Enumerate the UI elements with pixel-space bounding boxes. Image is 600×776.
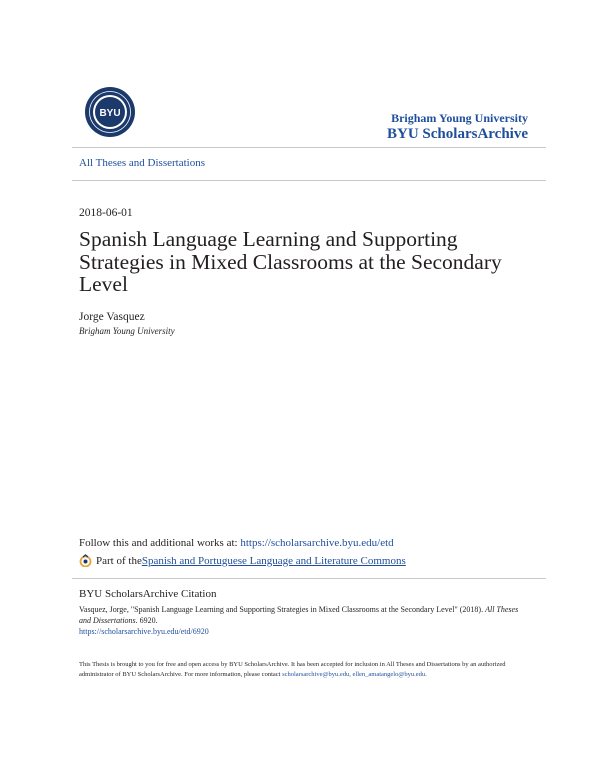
institution-block [387, 111, 528, 143]
byu-seal-logo [84, 86, 136, 138]
follow-line [79, 537, 394, 549]
citation-heading: BYU ScholarsArchive Citation [79, 588, 217, 600]
divider-collection [72, 180, 546, 181]
citation-body [79, 604, 529, 637]
part-of-prefix: Part of the [96, 554, 142, 567]
access-statement [79, 660, 529, 680]
open-access-icon [79, 554, 92, 567]
seal-text: BYU [99, 108, 121, 119]
citation-text: Vasquez, Jorge, "Spanish Language Learning and Supporting Strategies in Mixed Classrooms at the Secondary Level" (2018). [79, 605, 486, 614]
contact-email-link[interactable]: scholarsarchive@byu.edu, ellen_amatangelo@byu.edu [282, 671, 426, 678]
publication-date: 2018-06-01 [79, 207, 133, 219]
divider-citation [72, 578, 546, 579]
collection-link[interactable]: All Theses and Dissertations [79, 157, 205, 169]
access-end: . [425, 671, 427, 678]
follow-link[interactable]: https://scholarsarchive.byu.edu/etd [240, 537, 394, 549]
commons-link[interactable]: Spanish and Portuguese Language and Literature Commons [141, 554, 406, 567]
part-of-line [79, 554, 406, 567]
author-name: Jorge Vasquez [79, 311, 145, 323]
divider-top [72, 147, 546, 148]
follow-text: Follow this and additional works at: [79, 537, 241, 549]
author-affiliation: Brigham Young University [79, 326, 175, 336]
access-text: This Thesis is brought to you for free and open access by BYU ScholarsArchive. It has been accepted for inclusion in All Theses and Dissertations by an authorized administrator of BYU ScholarsArchive. For more information, please contact [79, 661, 506, 678]
citation-series: All Theses and Dissertations [79, 605, 519, 625]
citation-link[interactable]: https://scholarsarchive.byu.edu/etd/6920 [79, 627, 209, 636]
institution-name: Brigham Young University [391, 111, 528, 125]
citation-number: . 6920. [135, 616, 158, 625]
archive-name: BYU ScholarsArchive [387, 126, 528, 142]
document-title: Spanish Language Learning and Supporting Strategies in Mixed Classrooms at the Secondary Level [79, 227, 502, 296]
